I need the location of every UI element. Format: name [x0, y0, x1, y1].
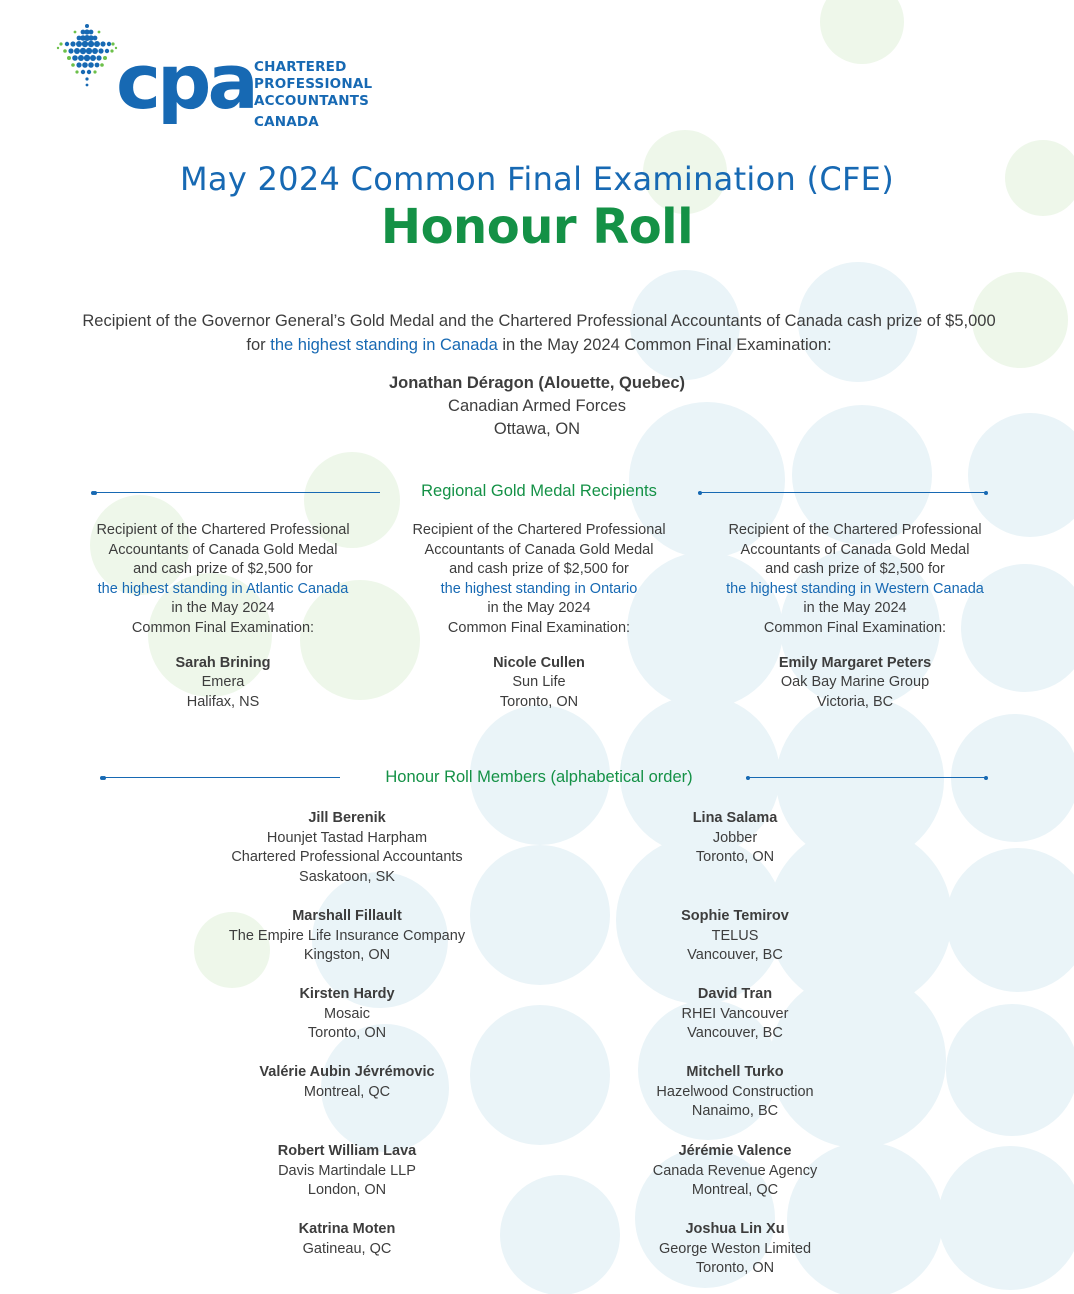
desc-line: Common Final Examination:	[763, 619, 947, 636]
member-detail: Toronto, ON	[695, 849, 775, 866]
gold-medalist-name: Jonathan Déragon (Alouette, Quebec)	[388, 374, 686, 392]
desc-line: Accountants of Canada Gold Medal	[108, 541, 338, 558]
member-entry	[575, 985, 895, 1044]
recipient-location: Toronto, ON	[499, 693, 579, 710]
member-detail: Canada Revenue Agency	[652, 1162, 818, 1179]
member-name: Mitchell Turko	[686, 1064, 784, 1080]
member-detail: Toronto, ON	[307, 1025, 387, 1042]
page-subtitle: Honour Roll	[380, 199, 694, 255]
member-entry	[575, 1063, 895, 1122]
member-detail: Nanaimo, BC	[691, 1103, 779, 1120]
cpa-wordmark: cpa	[116, 37, 255, 126]
recipient-location: Halifax, NS	[186, 693, 260, 710]
member-name: Lina Salama	[692, 810, 778, 826]
gold-medalist	[0, 372, 1074, 441]
member-entry	[575, 907, 895, 966]
member-entry	[187, 1063, 507, 1102]
regional-description	[73, 521, 373, 639]
section-rule-left	[102, 777, 340, 778]
desc-line: Recipient of the Chartered Professional	[728, 522, 982, 538]
member-entry	[187, 809, 507, 887]
member-entry	[187, 907, 507, 966]
member-entry	[187, 1220, 507, 1259]
recipient-organization: Emera	[201, 674, 245, 691]
member-entry	[575, 809, 895, 868]
desc-line: Accountants of Canada Gold Medal	[740, 541, 970, 558]
member-detail: Montreal, QC	[303, 1083, 391, 1100]
member-detail: The Empire Life Insurance Company	[228, 927, 466, 944]
section-rule-left	[93, 492, 380, 493]
member-entry	[187, 1142, 507, 1201]
member-name: Robert William Lava	[277, 1143, 417, 1159]
desc-line: and cash prize of $2,500 for	[449, 561, 629, 578]
member-detail: Saskatoon, SK	[299, 868, 395, 885]
maple-leaf-dots-icon	[56, 22, 118, 94]
region-highlight: the highest standing in Ontario	[440, 580, 638, 597]
member-detail: George Weston Limited	[658, 1240, 812, 1257]
section-rule-right	[698, 492, 986, 493]
recipient-organization: Sun Life	[512, 674, 566, 691]
desc-line: Recipient of the Chartered Professional	[412, 522, 666, 538]
member-name: Sophie Temirov	[681, 908, 789, 924]
member-detail: Montreal, QC	[691, 1182, 779, 1199]
desc-line: Recipient of the Chartered Professional	[96, 522, 350, 538]
region-highlight: the highest standing in Western Canada	[726, 580, 984, 597]
member-name: Marshall Fillault	[292, 908, 402, 924]
member-detail: Vancouver, BC	[687, 947, 783, 964]
member-entry	[187, 985, 507, 1044]
regional-recipient-ontario	[389, 521, 689, 712]
member-entry	[575, 1220, 895, 1279]
regional-recipient-western	[705, 521, 1005, 712]
section-rule-right	[746, 777, 986, 778]
desc-line: Common Final Examination:	[131, 619, 315, 636]
regional-recipient-atlantic	[73, 521, 373, 712]
gold-medalist-organization: Canadian Armed Forces	[448, 397, 626, 415]
recipient-location: Victoria, BC	[816, 693, 894, 710]
member-name: Kirsten Hardy	[299, 986, 395, 1002]
logo-line-1: CHARTERED	[254, 59, 347, 75]
desc-line: and cash prize of $2,500 for	[133, 561, 313, 578]
member-detail: Toronto, ON	[695, 1260, 775, 1277]
gold-medalist-location: Ottawa, ON	[493, 420, 581, 438]
intro-highlight: the highest standing in Canada	[270, 336, 498, 354]
page-title: May 2024 Common Final Examination (CFE)	[180, 160, 894, 198]
members-heading: Honour Roll Members (alphabetical order)	[385, 768, 693, 786]
regional-person	[705, 654, 1005, 713]
member-name: Joshua Lin Xu	[685, 1221, 785, 1237]
intro-text-1: Recipient of the Governor General’s Gold Medal and the Chartered Professional Accountants of Canada cash prize of $5,000 for	[82, 312, 996, 354]
member-detail: Gatineau, QC	[302, 1240, 392, 1257]
regional-person	[73, 654, 373, 713]
logo-line-2: PROFESSIONAL	[254, 76, 373, 92]
regional-heading: Regional Gold Medal Recipients	[421, 482, 657, 500]
member-detail: Hazelwood Construction	[656, 1083, 814, 1100]
member-name: Valérie Aubin Jévrémovic	[259, 1064, 435, 1080]
regional-description	[705, 521, 1005, 639]
desc-line: and cash prize of $2,500 for	[765, 561, 945, 578]
member-detail: Hounjet Tastad Harpham	[266, 829, 428, 846]
desc-line: in the May 2024	[803, 600, 907, 617]
logo-country: CANADA	[254, 114, 319, 130]
logo-line-3: ACCOUNTANTS	[254, 93, 370, 109]
member-detail: RHEI Vancouver	[681, 1005, 789, 1022]
intro-text-2: in the May 2024 Common Final Examination:	[497, 336, 832, 354]
regional-person	[389, 654, 689, 713]
region-highlight: the highest standing in Atlantic Canada	[97, 580, 349, 597]
recipient-name: Sarah Brining	[175, 654, 271, 671]
member-detail: Jobber	[712, 829, 758, 846]
member-detail: London, ON	[307, 1182, 387, 1199]
member-detail: Vancouver, BC	[687, 1025, 783, 1042]
member-detail: Kingston, ON	[303, 947, 391, 964]
regional-description	[389, 521, 689, 639]
member-name: Katrina Moten	[298, 1221, 396, 1237]
gold-medal-intro	[80, 309, 998, 357]
recipient-name: Emily Margaret Peters	[778, 654, 932, 671]
member-entry	[575, 1142, 895, 1201]
recipient-name: Nicole Cullen	[493, 654, 585, 671]
desc-line: Common Final Examination:	[447, 619, 631, 636]
desc-line: Accountants of Canada Gold Medal	[424, 541, 654, 558]
member-detail: Chartered Professional Accountants	[231, 849, 463, 866]
member-name: Jill Berenik	[308, 810, 386, 826]
member-name: David Tran	[697, 986, 773, 1002]
member-detail: Davis Martindale LLP	[278, 1162, 416, 1179]
desc-line: in the May 2024	[171, 600, 275, 617]
logo-tagline	[254, 59, 394, 131]
recipient-organization: Oak Bay Marine Group	[780, 674, 930, 691]
member-name: Jérémie Valence	[678, 1143, 792, 1159]
cpa-logo	[56, 22, 386, 132]
desc-line: in the May 2024	[487, 600, 591, 617]
member-detail: Mosaic	[324, 1005, 370, 1022]
member-detail: TELUS	[711, 927, 759, 944]
